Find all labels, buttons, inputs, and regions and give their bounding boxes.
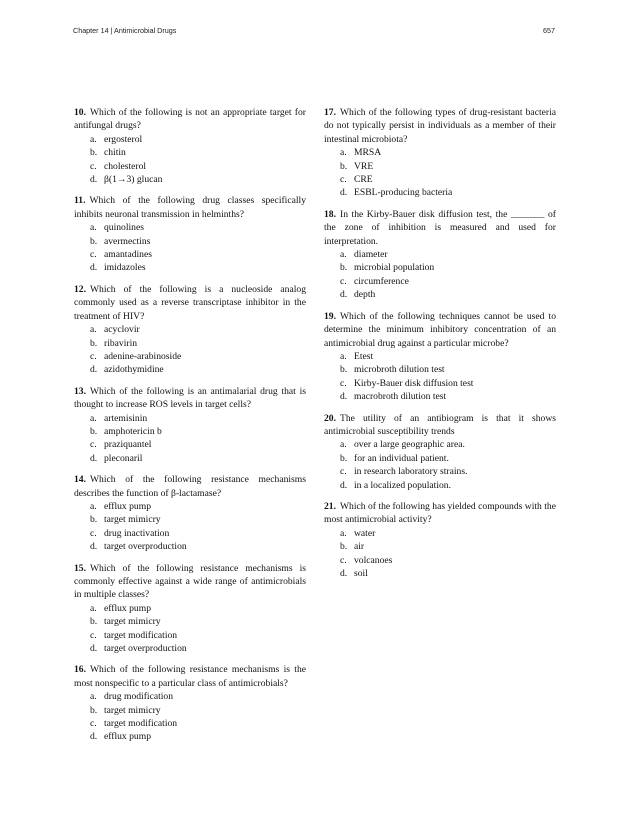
option-text: target mimicry [104,616,161,628]
answer-option [90,248,306,261]
question-text: Which of the following is not an appropriate target for antifungal drugs? [74,107,306,132]
answer-options [74,690,306,744]
question-text: In the Kirby-Bauer disk diffusion test, the _______ of the zone of inhibition is measured and used for interpretation. [324,208,556,247]
answer-option [90,690,306,703]
option-text: MRSA [354,147,382,159]
question-number: 20. [324,412,336,424]
option-letter: a. [340,249,347,261]
option-letter: c. [90,249,97,261]
left-column [74,106,306,752]
option-letter: a. [90,412,97,424]
answer-option [90,235,306,248]
option-letter: c. [340,466,347,478]
question-block [74,562,306,656]
question-stem [74,562,306,602]
question-stem [324,208,556,248]
answer-option [90,452,306,465]
answer-option [340,540,556,553]
option-text: target mimicry [104,704,161,716]
question-stem [324,500,556,527]
option-letter: b. [340,160,348,172]
answer-option [90,425,306,438]
answer-option [340,377,556,390]
question-block [74,194,306,274]
option-text: target mimicry [104,514,161,526]
question-text: Which of the following has yielded compounds with the most antimicrobial activity? [324,500,556,526]
answer-option [90,133,306,146]
question-text: Which of the following techniques cannot be used to determine the minimum inhibitory concentration of an antimicrobial drug against a particular microbe? [324,310,556,349]
question-number: 10. [74,107,86,118]
option-text: praziquantel [104,439,152,451]
answer-options [324,438,556,492]
answer-option [90,173,306,186]
option-text: CRE [354,174,373,186]
answer-option [340,160,556,173]
question-stem [74,194,306,221]
answer-option [340,479,556,492]
chapter-title: Chapter 14 | Antimicrobial Drugs [73,26,177,35]
option-text: ESBL-producing bacteria [354,187,453,199]
answer-option [90,629,306,642]
option-letter: a. [340,527,347,539]
option-letter: d. [90,174,98,186]
option-letter: a. [340,439,347,451]
option-letter: d. [90,262,98,274]
page-header [73,26,555,38]
option-letter: b. [340,262,348,274]
question-block [74,473,306,553]
option-text: microbial population [354,262,435,274]
option-text: artemisinin [104,412,148,424]
question-text: Which of the following resistance mechanisms describes the function of β-lactamase? [74,474,306,499]
answer-option [90,704,306,717]
answer-option [90,513,306,526]
option-letter: b. [90,147,98,159]
answer-options [324,146,556,200]
question-text: Which of the following is an antimalarial drug that is thought to increase ROS levels in target cells? [74,385,306,411]
answer-option [90,730,306,743]
answer-option [90,160,306,173]
option-letter: d. [340,568,348,579]
option-letter: c. [340,377,347,389]
question-block [324,500,556,580]
answer-option [340,146,556,159]
question-text: Which of the following resistance mechanisms is commonly effective against a wide range of antimicrobials in multiple classes? [74,562,306,601]
answer-options [74,133,306,187]
option-letter: b. [90,337,98,349]
option-letter: b. [340,364,348,376]
option-letter: a. [90,133,97,145]
question-stem [74,473,306,500]
answer-option [340,350,556,363]
question-stem [74,385,306,412]
option-text: circumference [354,275,409,287]
option-text: pleconaril [104,452,143,464]
option-text: chitin [104,147,126,159]
answer-option [90,337,306,350]
answer-option [340,288,556,301]
option-letter: c. [90,350,97,362]
option-text: cholesterol [104,160,147,172]
question-number: 16. [74,664,86,676]
option-letter: a. [340,350,347,362]
option-letter: d. [340,187,348,199]
question-stem [74,663,306,690]
option-letter: c. [90,718,97,730]
answer-option [90,540,306,553]
answer-option [90,615,306,628]
question-text: Which of the following resistance mechanisms is the most nonspecific to a particular class of antimicrobials? [74,664,306,689]
option-text: in research laboratory strains. [354,466,468,478]
option-text: air [354,541,365,553]
question-text: Which of the following is a nucleoside analog commonly used as a reverse transcriptase inhibitor in the treatment of HIV? [74,283,306,322]
answer-options [324,350,556,404]
option-text: soil [354,568,368,579]
question-number: 15. [74,562,86,574]
option-text: Kirby-Bauer disk diffusion test [354,377,474,389]
answer-options [324,248,556,302]
option-letter: b. [340,452,348,464]
option-letter: b. [90,235,98,247]
option-text: water [354,527,376,539]
answer-option [90,261,306,274]
option-letter: a. [90,602,97,614]
question-number: 11. [74,195,86,207]
option-letter: a. [90,222,97,234]
option-text: drug inactivation [104,527,170,539]
answer-options [324,527,556,581]
option-text: quinolines [104,222,144,234]
option-letter: d. [340,479,348,491]
option-letter: c. [340,554,347,566]
answer-option [340,567,556,580]
option-text: ergosterol [104,133,143,145]
question-number: 18. [324,208,336,220]
option-text: efflux pump [104,500,151,512]
option-letter: b. [340,541,348,553]
question-block [324,208,556,302]
answer-option [90,642,306,655]
option-letter: d. [90,364,98,376]
option-text: β(1→3) glucan [104,174,163,186]
option-text: over a large geographic area. [354,439,465,451]
option-letter: c. [90,629,97,641]
option-text: microbroth dilution test [354,364,445,376]
option-letter: a. [90,500,97,512]
option-text: ribavirin [104,337,138,349]
answer-option [340,363,556,376]
page-number: 657 [543,26,555,35]
option-text: efflux pump [104,731,151,743]
answer-option [340,465,556,478]
answer-option [340,554,556,567]
answer-option [90,717,306,730]
option-text: volcanoes [354,554,393,566]
question-number: 14. [74,474,86,486]
question-stem [324,106,556,146]
option-letter: c. [340,174,347,186]
option-text: in a localized population. [354,479,451,491]
option-letter: d. [90,643,98,655]
question-text: Which of the following drug classes specifically inhibits neuronal transmission in helminths? [74,195,306,220]
option-text: for an individual patient. [354,452,449,464]
answer-option [340,248,556,261]
answer-option [90,412,306,425]
question-block [74,283,306,377]
option-letter: d. [90,452,98,464]
question-stem [324,412,556,439]
answer-option [340,186,556,199]
answer-options [74,602,306,656]
answer-options [74,323,306,377]
option-text: amphotericin b [104,425,162,437]
option-text: macrobroth dilution test [354,391,447,403]
option-letter: a. [90,691,97,703]
option-letter: c. [340,275,347,287]
question-number: 21. [324,500,336,512]
question-block [324,412,556,492]
question-text: Which of the following types of drug-resistant bacteria do not typically persist in individuals as a member of their intestinal microbiota? [324,107,556,145]
option-text: depth [354,289,376,301]
question-number: 12. [74,283,86,295]
answer-option [90,323,306,336]
answer-option [90,500,306,513]
answer-option [90,363,306,376]
option-text: adenine-arabinoside [104,350,182,362]
question-stem [324,310,556,350]
question-stem [74,106,306,133]
question-block [74,663,306,743]
option-text: target overproduction [104,643,187,655]
answer-option [340,275,556,288]
question-number: 17. [324,107,336,118]
option-letter: b. [90,616,98,628]
answer-options [74,221,306,275]
option-letter: c. [90,527,97,539]
option-text: target modification [104,629,178,641]
option-text: avermectins [104,235,151,247]
option-text: acyclovir [104,324,140,336]
question-block [74,106,306,186]
option-text: azidothymidine [104,364,164,376]
answer-option [340,390,556,403]
question-block [74,385,306,465]
answer-option [340,173,556,186]
answer-option [90,438,306,451]
option-text: drug modification [104,691,174,703]
option-letter: b. [90,704,98,716]
question-text: The utility of an antibiogram is that it shows antimicrobial susceptibility trends [324,412,556,437]
option-letter: d. [340,289,348,301]
option-letter: c. [90,160,97,172]
option-letter: b. [90,514,98,526]
answer-options [74,412,306,466]
question-number: 19. [324,310,336,322]
question-block [324,310,556,404]
answer-option [90,527,306,540]
option-letter: a. [340,147,347,159]
option-letter: d. [340,391,348,403]
option-text: diameter [354,249,388,261]
answer-option [90,602,306,615]
answer-option [340,261,556,274]
question-stem [74,283,306,323]
option-text: target modification [104,718,178,730]
option-letter: b. [90,425,98,437]
answer-option [340,438,556,451]
option-letter: a. [90,324,97,336]
option-letter: c. [90,439,97,451]
answer-options [74,500,306,554]
answer-option [90,221,306,234]
option-text: Etest [354,350,374,362]
option-text: efflux pump [104,602,151,614]
option-text: imidazoles [104,262,146,274]
answer-option [340,452,556,465]
option-letter: d. [90,541,98,553]
option-letter: d. [90,731,98,743]
option-text: amantadines [104,249,152,261]
answer-option [90,146,306,159]
answer-option [340,527,556,540]
question-number: 13. [74,385,86,397]
right-column [324,106,556,588]
option-text: VRE [354,160,374,172]
answer-option [90,350,306,363]
option-text: target overproduction [104,541,187,553]
question-block [324,106,556,200]
